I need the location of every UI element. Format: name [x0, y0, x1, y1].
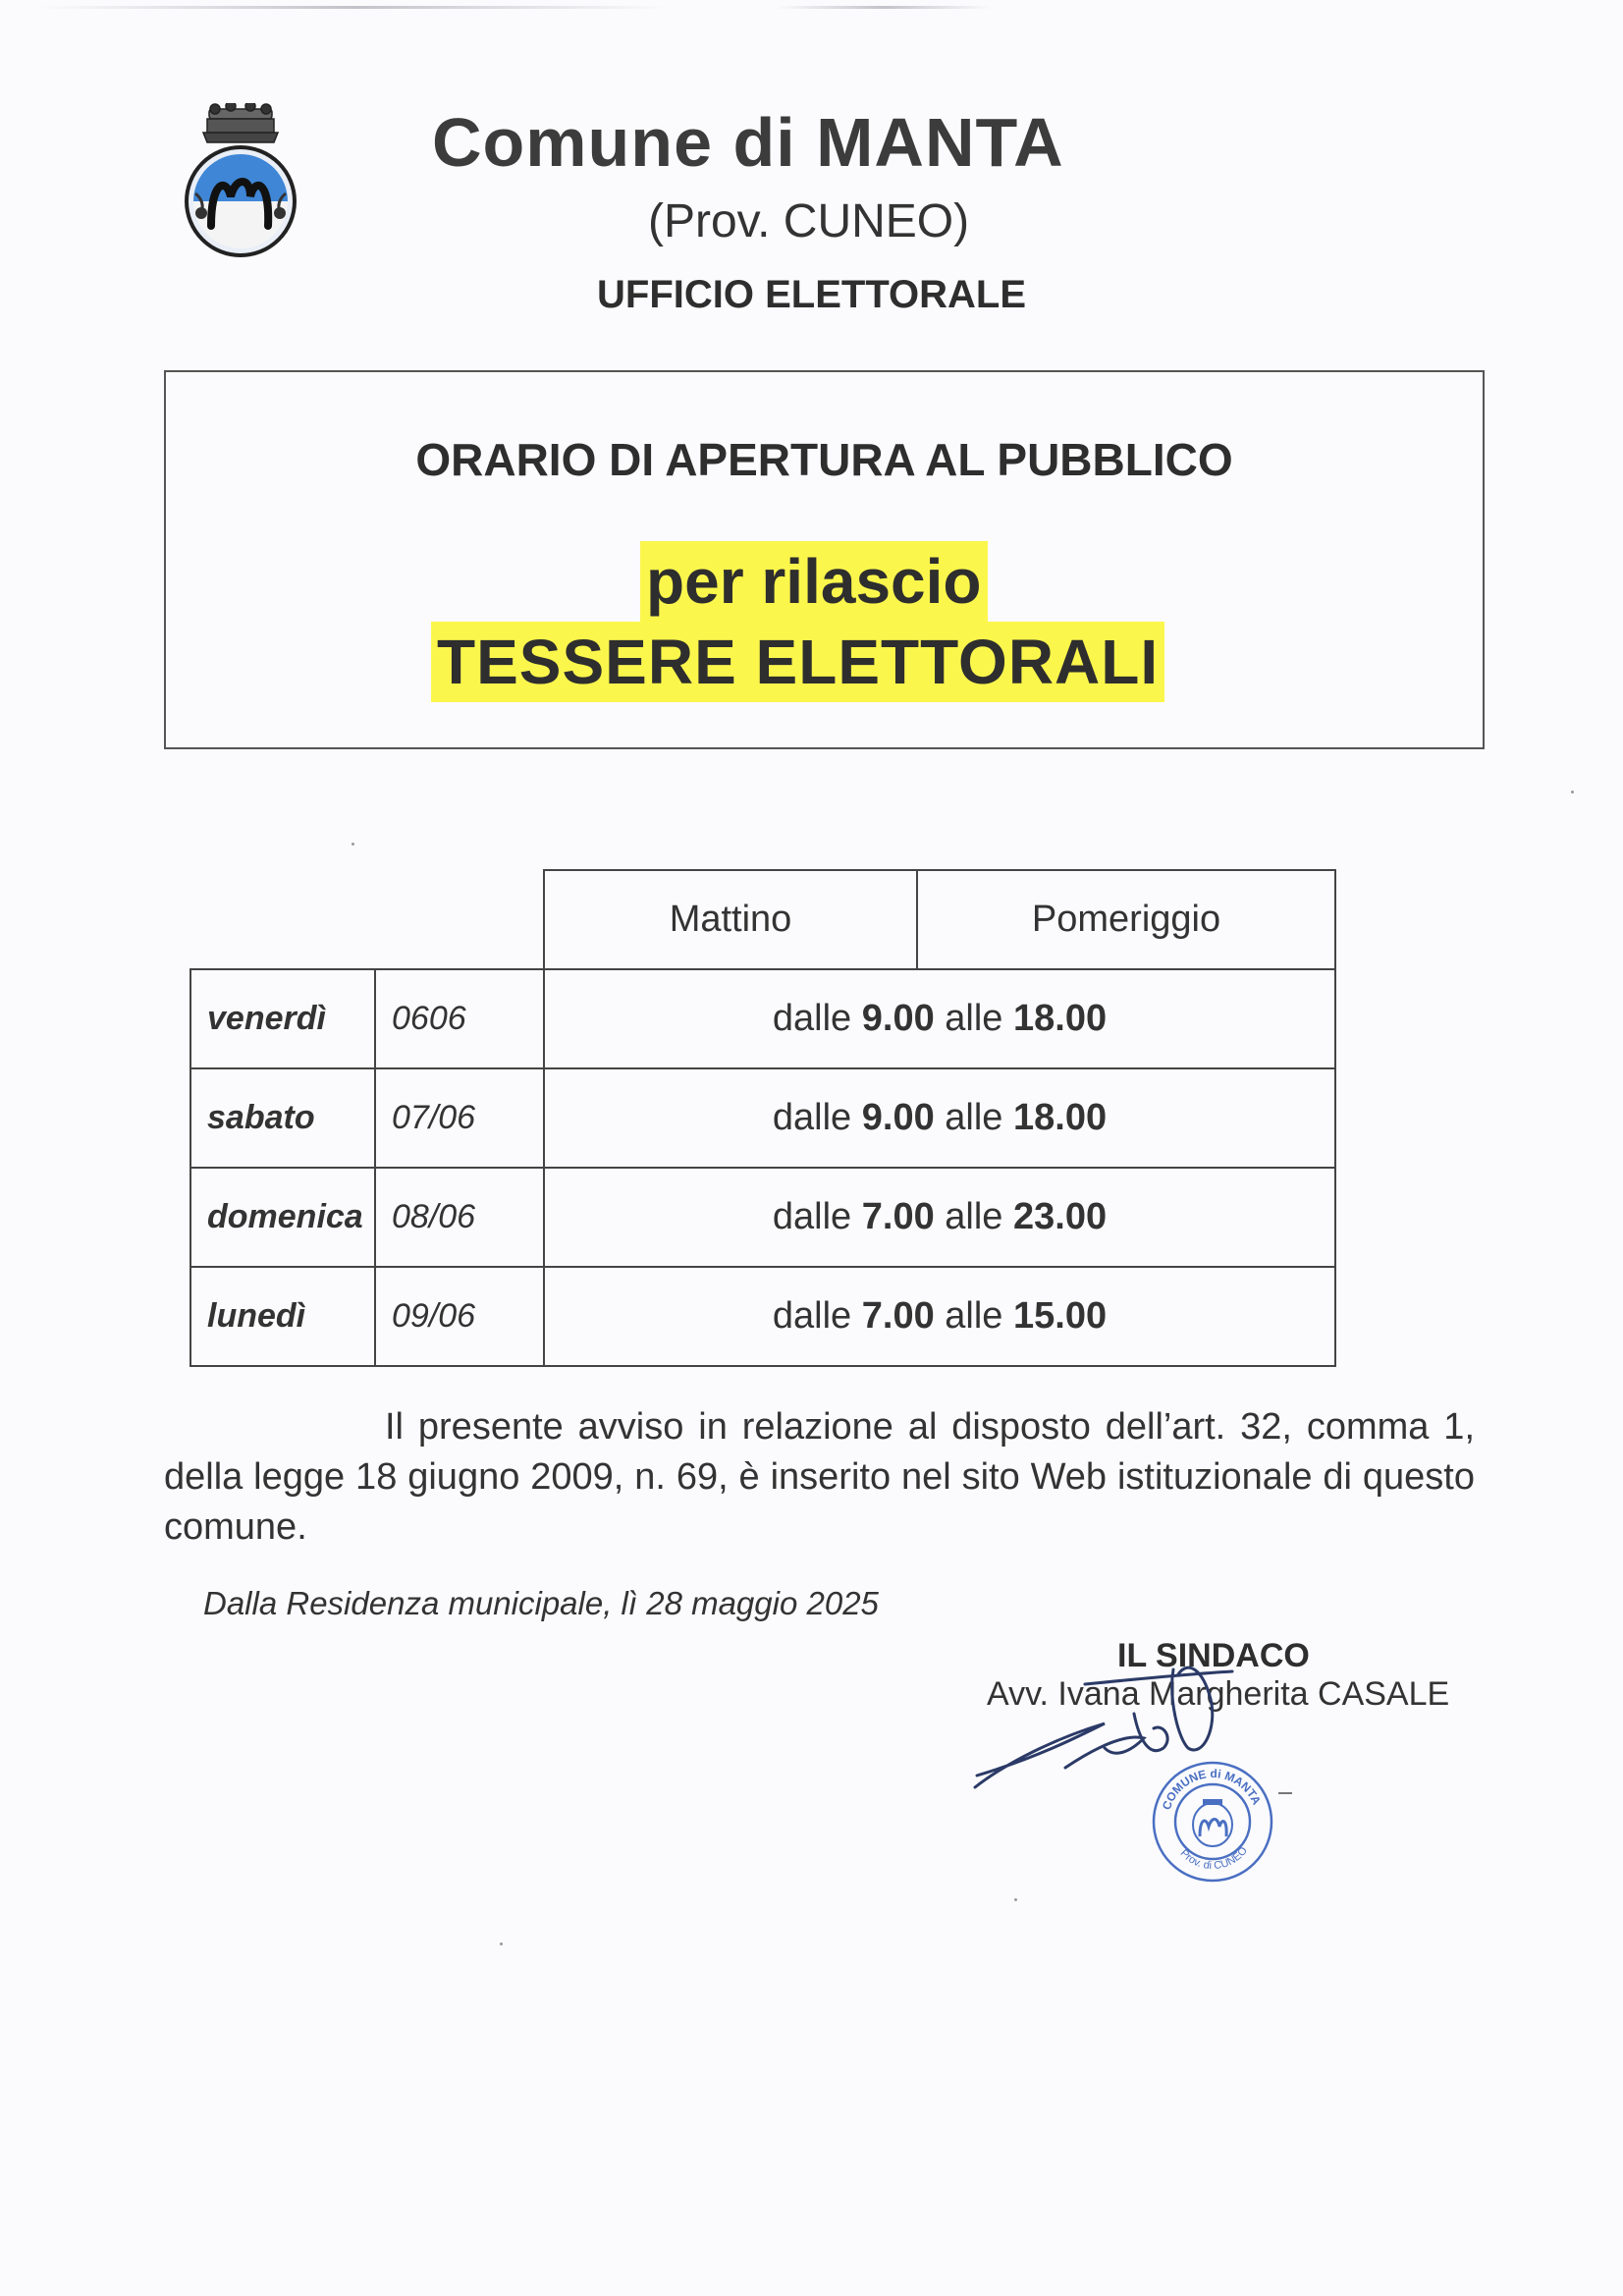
to-time: 18.00 — [1013, 1097, 1108, 1138]
time-cell — [543, 968, 1336, 1069]
date-cell: 09/06 — [374, 1266, 545, 1367]
time-cell — [543, 1266, 1336, 1367]
to-time: 18.00 — [1013, 998, 1108, 1039]
municipality-title: Comune di MANTA — [432, 104, 1064, 181]
paragraph-text: Il presente avviso in relazione al disposto dell’art. 32, comma 1, della legge 18 giugno 2009, n. 69, è inserito nel sito Web istituzionale di questo comune. — [164, 1406, 1475, 1548]
municipal-stamp-icon — [1149, 1758, 1276, 1886]
scan-artifact — [500, 1942, 503, 1945]
scan-artifact — [352, 843, 354, 846]
date-cell: 0606 — [374, 968, 545, 1069]
date-cell: 07/06 — [374, 1067, 545, 1169]
to-label: alle — [945, 1097, 1003, 1138]
to-time: 23.00 — [1013, 1196, 1108, 1237]
from-time: 7.00 — [861, 1196, 935, 1237]
notice-paragraph — [164, 1402, 1475, 1553]
scan-artifact — [39, 6, 668, 9]
signatory-role: IL SINDACO — [1117, 1637, 1310, 1674]
notice-box — [164, 370, 1485, 749]
coat-of-arms-icon — [182, 103, 299, 260]
column-header-mattino: Mattino — [543, 869, 918, 970]
from-label: dalle — [772, 998, 852, 1039]
from-label: dalle — [772, 1295, 852, 1337]
notice-heading: ORARIO DI APERTURA AL PUBBLICO — [415, 434, 1233, 485]
scan-artifact — [776, 6, 992, 9]
to-label: alle — [945, 1295, 1003, 1337]
svg-text:COMUNE di MANTA: COMUNE di MANTA — [1159, 1766, 1264, 1812]
to-label: alle — [945, 998, 1003, 1039]
from-time: 7.00 — [861, 1295, 935, 1337]
notice-line-1: per rilascio — [640, 541, 988, 622]
time-cell — [543, 1067, 1336, 1169]
day-cell: venerdì — [189, 968, 376, 1069]
scan-artifact — [1571, 791, 1574, 793]
office-label: UFFICIO ELETTORALE — [597, 273, 1027, 316]
day-cell: lunedì — [189, 1266, 376, 1367]
notice-line-2: TESSERE ELETTORALI — [431, 622, 1164, 702]
scan-artifact — [1278, 1792, 1292, 1794]
day-cell: sabato — [189, 1067, 376, 1169]
to-label: alle — [945, 1196, 1003, 1237]
from-time: 9.00 — [861, 1097, 935, 1138]
from-time: 9.00 — [861, 998, 935, 1039]
from-label: dalle — [772, 1097, 852, 1138]
date-cell: 08/06 — [374, 1167, 545, 1268]
signatory-name: Avv. Ivana Margherita CASALE — [987, 1675, 1450, 1713]
province-label: (Prov. CUNEO) — [648, 195, 970, 247]
day-cell: domenica — [189, 1167, 376, 1268]
from-label: dalle — [772, 1196, 852, 1237]
scan-artifact — [1014, 1898, 1017, 1901]
to-time: 15.00 — [1013, 1295, 1108, 1337]
time-cell — [543, 1167, 1336, 1268]
column-header-pomeriggio: Pomeriggio — [916, 869, 1336, 970]
svg-text:Prov. di CUNEO: Prov. di CUNEO — [1177, 1844, 1250, 1873]
place-date: Dalla Residenza municipale, lì 28 maggio 2025 — [203, 1585, 879, 1621]
